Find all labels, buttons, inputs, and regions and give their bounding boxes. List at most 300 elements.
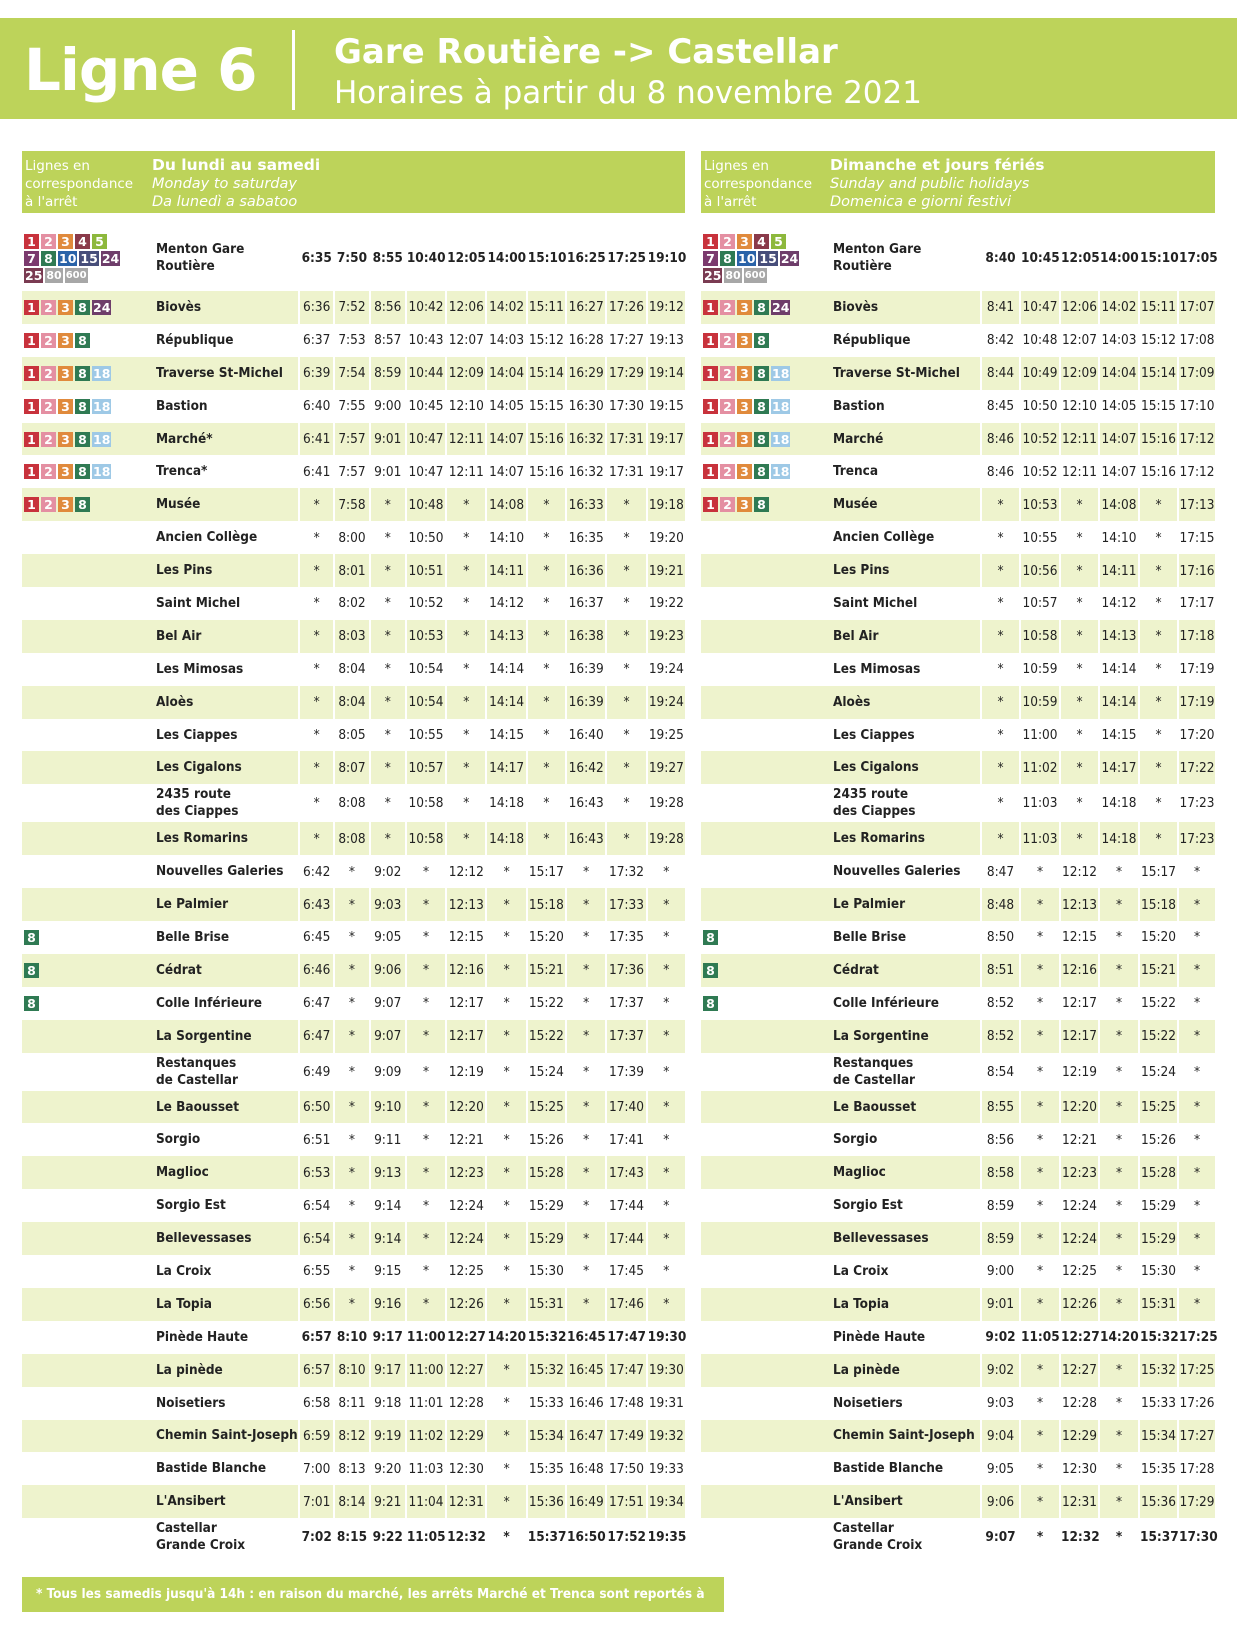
departure-time: 19:17	[647, 423, 685, 456]
departure-time: *	[334, 1091, 369, 1124]
departure-time: *	[334, 987, 369, 1020]
departure-time: 6:59	[299, 1420, 334, 1453]
departure-time: 16:49	[566, 1485, 606, 1518]
line-badge-1: 1	[703, 333, 718, 348]
departure-time: *	[1178, 1222, 1215, 1255]
departure-time: 14:10	[486, 521, 526, 554]
departure-time: 19:30	[647, 1354, 685, 1387]
departure-time: 16:43	[566, 784, 606, 822]
stop-name: Pinède Haute	[833, 1328, 926, 1345]
connection-lines	[701, 1288, 825, 1321]
departure-time: *	[647, 921, 685, 954]
line-badge-1: 1	[703, 432, 718, 447]
connection-lines	[22, 1189, 148, 1222]
line-badge-3: 3	[58, 432, 73, 447]
stop-name: Le Palmier	[825, 888, 981, 921]
connection-lines	[22, 620, 148, 653]
departure-time: 15:17	[527, 855, 566, 888]
departure-time: 6:43	[299, 888, 334, 921]
departure-time: *	[566, 1020, 606, 1053]
departure-time: 17:23	[1178, 784, 1215, 822]
departure-time: 14:11	[486, 554, 526, 587]
connection-lines	[701, 1485, 825, 1518]
departure-time: 6:50	[299, 1091, 334, 1124]
departure-time: *	[334, 1288, 369, 1321]
connection-lines	[22, 225, 148, 291]
stop-name: Menton Gare Routière	[155, 241, 245, 274]
departure-time: 15:29	[1139, 1189, 1178, 1222]
line-badge-7: 7	[703, 251, 718, 266]
connection-lines	[22, 888, 148, 921]
departure-time: 12:17	[1060, 1020, 1099, 1053]
departure-time: 14:14	[486, 686, 526, 719]
stop-row-colle-inferieure	[22, 987, 685, 1020]
connection-lines	[701, 1321, 825, 1354]
departure-time: *	[1099, 1452, 1139, 1485]
departure-time: *	[1060, 521, 1099, 554]
stop-row-bastion	[22, 390, 685, 423]
connection-lines	[701, 1387, 825, 1420]
departure-time: 11:02	[406, 1420, 446, 1453]
departure-time: 15:12	[527, 324, 566, 357]
departure-time: 9:02	[370, 855, 406, 888]
stop-row-aloes	[701, 686, 1215, 719]
departure-time: *	[370, 587, 406, 620]
departure-time: *	[406, 1053, 446, 1091]
departure-time: 6:57	[299, 1354, 334, 1387]
departure-time: *	[1099, 1387, 1139, 1420]
departure-time: *	[981, 653, 1020, 686]
stop-name: Cédrat	[825, 954, 981, 987]
departure-time: 15:36	[527, 1485, 566, 1518]
departure-time: *	[334, 855, 369, 888]
departure-time: 12:20	[446, 1091, 486, 1124]
departure-time: 6:57	[299, 1321, 334, 1354]
departure-time: *	[1020, 1123, 1060, 1156]
departure-time: 8:55	[981, 1091, 1020, 1124]
stop-name: République	[833, 331, 911, 348]
departure-time: *	[1139, 653, 1178, 686]
stop-name: Aloès	[825, 686, 981, 719]
departure-time: *	[334, 1053, 369, 1091]
stop-name: Le Palmier	[148, 888, 299, 921]
departure-time: *	[1060, 719, 1099, 752]
departure-time: *	[299, 653, 334, 686]
departure-time: 19:32	[647, 1420, 685, 1453]
connection-lines	[701, 855, 825, 888]
departure-time: 9:07	[981, 1518, 1020, 1556]
line-badge-1: 1	[24, 497, 39, 512]
stop-name: Restanques de Castellar	[833, 1054, 916, 1088]
stop-row-la-pinede	[701, 1354, 1215, 1387]
departure-time: 6:49	[299, 1053, 334, 1091]
departure-time: 10:54	[406, 653, 446, 686]
departure-time: 12:06	[446, 291, 486, 324]
departure-time: *	[406, 1255, 446, 1288]
departure-time: 17:47	[606, 1321, 646, 1354]
line-badge-2: 2	[41, 464, 56, 479]
departure-time: *	[566, 888, 606, 921]
departure-time: 17:23	[1178, 822, 1215, 855]
sunday-table	[701, 225, 1218, 1556]
departure-time: 14:14	[1099, 653, 1139, 686]
departure-time: 7:57	[334, 423, 369, 456]
line-badge-3: 3	[58, 333, 73, 348]
departure-time: *	[299, 784, 334, 822]
departure-time: 19:31	[647, 1387, 685, 1420]
departure-time: *	[606, 822, 646, 855]
departure-time: 9:16	[370, 1288, 406, 1321]
departure-time: 14:08	[486, 488, 526, 521]
departure-time: 15:22	[527, 987, 566, 1020]
departure-time: 17:39	[606, 1053, 646, 1091]
connection-lines	[22, 1288, 148, 1321]
departure-time: *	[486, 1255, 526, 1288]
departure-time: 8:01	[334, 554, 369, 587]
departure-time: 16:38	[566, 620, 606, 653]
departure-time: *	[334, 1156, 369, 1189]
stop-name: La Croix	[155, 1262, 212, 1279]
departure-time: *	[1099, 855, 1139, 888]
departure-time: 17:25	[1178, 1354, 1215, 1387]
line-badge-80: 80	[46, 268, 62, 282]
line-badge-3: 3	[58, 497, 73, 512]
departure-time: *	[1099, 1354, 1139, 1387]
departure-time: 17:31	[606, 455, 646, 488]
departure-time: 19:35	[647, 1518, 685, 1556]
departure-time: 12:12	[446, 855, 486, 888]
departure-time: 17:44	[606, 1189, 646, 1222]
departure-time: 19:14	[647, 357, 685, 390]
departure-time: 17:32	[606, 855, 646, 888]
stop-row-noisetiers	[701, 1387, 1215, 1420]
connection-lines	[701, 1518, 825, 1556]
departure-time: 16:33	[566, 488, 606, 521]
departure-time: *	[1020, 987, 1060, 1020]
departure-time: 19:13	[647, 324, 685, 357]
departure-time: 12:29	[446, 1420, 486, 1453]
departure-time: 12:09	[446, 357, 486, 390]
connection-lines	[701, 587, 825, 620]
departure-time: 10:58	[1020, 620, 1060, 653]
departure-time: 17:10	[1178, 390, 1215, 423]
departure-time: *	[1060, 686, 1099, 719]
connection-lines	[701, 686, 825, 719]
route-title: Gare Routière -> Castellar	[334, 32, 838, 72]
departure-time: *	[1020, 1255, 1060, 1288]
line-badge-1: 1	[24, 300, 39, 315]
departure-time: *	[446, 488, 486, 521]
line-badge-600: 600	[65, 269, 87, 281]
departure-time: *	[486, 1020, 526, 1053]
departure-time: *	[1178, 987, 1215, 1020]
departure-time: 15:29	[527, 1189, 566, 1222]
departure-time: 17:47	[606, 1354, 646, 1387]
departure-time: 12:09	[1060, 357, 1099, 390]
departure-time: 9:14	[370, 1222, 406, 1255]
departure-time: 10:43	[406, 324, 446, 357]
stop-row-le-baousset	[701, 1091, 1215, 1124]
connection-lines	[22, 1321, 148, 1354]
departure-time: 14:18	[1099, 822, 1139, 855]
stop-name: Cédrat	[148, 954, 299, 987]
departure-time: *	[370, 488, 406, 521]
departure-time: 15:11	[1139, 291, 1178, 324]
departure-time: 12:31	[446, 1485, 486, 1518]
departure-time: *	[527, 587, 566, 620]
departure-time: *	[527, 620, 566, 653]
connection-lines	[22, 291, 148, 324]
departure-time: 16:29	[566, 357, 606, 390]
stop-row-chemin-saint-joseph	[22, 1420, 685, 1453]
departure-time: *	[370, 653, 406, 686]
connection-lines	[701, 719, 825, 752]
departure-time: 12:19	[1060, 1053, 1099, 1091]
stop-row-l-ansibert	[22, 1485, 685, 1518]
sunday-timetable	[701, 151, 1218, 1556]
departure-time: *	[981, 784, 1020, 822]
sunday-header	[701, 151, 1215, 213]
departure-time: 8:13	[334, 1452, 369, 1485]
connection-lines	[22, 521, 148, 554]
departure-time: 8:15	[334, 1518, 369, 1556]
departure-time: *	[566, 855, 606, 888]
departure-time: 8:07	[334, 751, 369, 784]
departure-time: 17:44	[606, 1222, 646, 1255]
stop-row-bel-air	[22, 620, 685, 653]
departure-time: *	[1099, 888, 1139, 921]
departure-time: 12:21	[446, 1123, 486, 1156]
connection-lines	[701, 1354, 825, 1387]
departure-time: *	[446, 686, 486, 719]
departure-time: 9:07	[370, 1020, 406, 1053]
departure-time: *	[334, 1123, 369, 1156]
stop-name: Les Ciappes	[833, 726, 915, 743]
line-badge-7: 7	[24, 251, 39, 266]
connection-lines	[22, 921, 148, 954]
departure-time: 14:07	[1099, 423, 1139, 456]
departure-time: 14:05	[1099, 390, 1139, 423]
departure-time: *	[1060, 587, 1099, 620]
departure-time: 14:15	[486, 719, 526, 752]
departure-time: 12:16	[446, 954, 486, 987]
departure-time: *	[606, 686, 646, 719]
departure-time: 15:16	[527, 455, 566, 488]
departure-time: 17:51	[606, 1485, 646, 1518]
departure-time: *	[1099, 1091, 1139, 1124]
departure-time: 17:20	[1178, 719, 1215, 752]
departure-time: 15:14	[1139, 357, 1178, 390]
stop-name: Bastide Blanche	[155, 1460, 267, 1477]
stop-name: Maglioc	[148, 1156, 299, 1189]
departure-time: 7:50	[334, 225, 369, 291]
departure-time: *	[647, 1189, 685, 1222]
departure-time: 19:24	[647, 653, 685, 686]
departure-time: 15:37	[527, 1518, 566, 1556]
stop-row-nouvelles-galeries	[22, 855, 685, 888]
departure-time: 14:00	[1099, 225, 1139, 291]
connection-lines	[701, 751, 825, 784]
line-badge-5: 5	[771, 234, 786, 249]
line-badge-8: 8	[75, 432, 90, 447]
departure-time: 17:19	[1178, 686, 1215, 719]
departure-time: 17:52	[606, 1518, 646, 1556]
stop-row-menton-gare-routiere	[701, 225, 1215, 291]
departure-time: 12:24	[446, 1189, 486, 1222]
departure-time: *	[406, 888, 446, 921]
departure-time: 12:25	[446, 1255, 486, 1288]
departure-time: 19:17	[647, 455, 685, 488]
departure-time: 12:27	[446, 1321, 486, 1354]
stop-name: La pinède	[148, 1354, 299, 1387]
stop-name: 2435 route des Ciappes	[833, 786, 916, 820]
departure-time: *	[1178, 1189, 1215, 1222]
departure-time: 7:02	[299, 1518, 334, 1556]
departure-time: *	[446, 751, 486, 784]
departure-time: *	[1060, 751, 1099, 784]
departure-time: 17:25	[1178, 1321, 1215, 1354]
departure-time: 8:46	[981, 423, 1020, 456]
stop-row-musee	[22, 488, 685, 521]
departure-time: 14:17	[1099, 751, 1139, 784]
departure-time: 17:12	[1178, 455, 1215, 488]
stop-name: Traverse St-Michel	[148, 357, 299, 390]
departure-time: *	[1178, 1123, 1215, 1156]
connection-lines	[22, 1091, 148, 1124]
connection-lines	[701, 1053, 825, 1091]
departure-time: 16:45	[566, 1321, 606, 1354]
departure-time: 15:29	[527, 1222, 566, 1255]
stop-row-la-croix	[701, 1255, 1215, 1288]
departure-time: *	[446, 620, 486, 653]
departure-time: 17:40	[606, 1091, 646, 1124]
departure-time: 15:20	[527, 921, 566, 954]
departure-time: *	[647, 1053, 685, 1091]
departure-time: *	[981, 719, 1020, 752]
departure-time: 8:42	[981, 324, 1020, 357]
departure-time: 10:50	[406, 521, 446, 554]
departure-time: *	[1099, 1255, 1139, 1288]
departure-time: 12:26	[1060, 1288, 1099, 1321]
departure-time: *	[1099, 1420, 1139, 1453]
connection-lines	[701, 822, 825, 855]
line-badge-2: 2	[41, 432, 56, 447]
departure-time: 8:46	[981, 455, 1020, 488]
line-badge-1: 1	[24, 333, 39, 348]
departure-time: *	[1139, 751, 1178, 784]
departure-time: 12:27	[446, 1354, 486, 1387]
departure-time: *	[406, 1189, 446, 1222]
departure-time: 9:13	[370, 1156, 406, 1189]
line-badge-3: 3	[737, 432, 752, 447]
departure-time: 15:16	[1139, 455, 1178, 488]
line-badge-2: 2	[720, 399, 735, 414]
stop-name: Les Ciappes	[155, 726, 238, 743]
departure-time: *	[647, 1123, 685, 1156]
line-badge-10: 10	[738, 250, 756, 266]
departure-time: *	[486, 1485, 526, 1518]
departure-time: *	[1060, 554, 1099, 587]
departure-time: 9:19	[370, 1420, 406, 1453]
departure-time: *	[1020, 1222, 1060, 1255]
stop-name: La pinède	[825, 1354, 981, 1387]
departure-time: 16:43	[566, 822, 606, 855]
departure-time: *	[1060, 784, 1099, 822]
departure-time: *	[1099, 1189, 1139, 1222]
connection-lines	[701, 1123, 825, 1156]
departure-time: 11:00	[406, 1354, 446, 1387]
line-badge-8: 8	[754, 464, 769, 479]
departure-time: *	[981, 554, 1020, 587]
stop-row-trenca	[701, 455, 1215, 488]
stop-name: L'Ansibert	[148, 1485, 299, 1518]
departure-time: 15:26	[527, 1123, 566, 1156]
line-badge-1: 1	[24, 399, 39, 414]
stop-row-belle-brise	[22, 921, 685, 954]
departure-time: 14:17	[486, 751, 526, 784]
departure-time: *	[566, 1222, 606, 1255]
departure-time: *	[606, 620, 646, 653]
departure-time: 12:28	[1060, 1387, 1099, 1420]
departure-time: *	[527, 686, 566, 719]
stop-row-les-pins	[701, 554, 1215, 587]
departure-time: 19:24	[647, 686, 685, 719]
departure-time: 12:21	[1060, 1123, 1099, 1156]
departure-time: 9:11	[370, 1123, 406, 1156]
stop-name: Nouvelles Galeries	[833, 863, 961, 880]
stop-name: Les Romarins	[148, 822, 299, 855]
departure-time: 10:45	[1020, 225, 1060, 291]
departure-time: 16:37	[566, 587, 606, 620]
departure-time: 9:09	[370, 1053, 406, 1091]
departure-time: 14:02	[486, 291, 526, 324]
departure-time: *	[299, 587, 334, 620]
line-badge-8: 8	[754, 432, 769, 447]
departure-time: *	[527, 488, 566, 521]
departure-time: 17:12	[1178, 423, 1215, 456]
departure-time: *	[1139, 719, 1178, 752]
line-badge-2: 2	[41, 234, 56, 249]
departure-time: 15:28	[527, 1156, 566, 1189]
connection-lines	[22, 423, 148, 456]
stop-row-restanques-de-castellar	[701, 1053, 1215, 1091]
departure-time: *	[1178, 1156, 1215, 1189]
departure-time: 17:31	[606, 423, 646, 456]
departure-time: 15:35	[527, 1452, 566, 1485]
connection-lines	[701, 987, 825, 1020]
departure-time: 16:45	[566, 1354, 606, 1387]
stop-row-colle-inferieure	[701, 987, 1215, 1020]
departure-time: 11:00	[406, 1321, 446, 1354]
line-badge-1: 1	[24, 464, 39, 479]
departure-time: *	[486, 954, 526, 987]
departure-time: 14:07	[1099, 455, 1139, 488]
departure-time: *	[406, 1091, 446, 1124]
stop-row-nouvelles-galeries	[701, 855, 1215, 888]
stop-row-marche	[22, 423, 685, 456]
departure-time: 15:15	[527, 390, 566, 423]
departure-time: 15:21	[527, 954, 566, 987]
validity-date: Horaires à partir du 8 novembre 2021	[334, 75, 922, 111]
departure-time: *	[1099, 987, 1139, 1020]
stop-name: Bastion	[833, 397, 885, 414]
departure-time: 8:59	[370, 357, 406, 390]
connection-lines	[22, 455, 148, 488]
stop-name: La Sorgentine	[148, 1020, 299, 1053]
departure-time: 9:21	[370, 1485, 406, 1518]
stop-row-pinede-haute	[701, 1321, 1215, 1354]
line-badge-8: 8	[75, 464, 90, 479]
